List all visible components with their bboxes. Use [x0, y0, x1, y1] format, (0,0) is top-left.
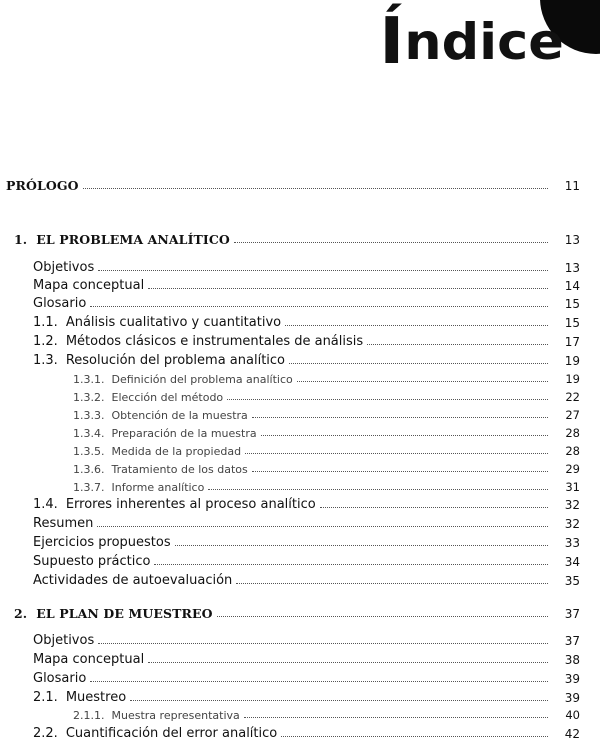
toc-entry[interactable] — [0, 408, 600, 422]
page-title — [379, 5, 564, 79]
toc-leader — [244, 716, 548, 718]
toc-entry[interactable] — [0, 480, 600, 494]
toc-entry-label: 1.3. Resolución del problema analítico — [33, 353, 286, 368]
toc-entry-label: 1.1. Análisis cualitativo y cuantitativo — [33, 315, 282, 330]
toc-page-number: 31 — [565, 480, 580, 494]
toc-entry[interactable] — [0, 296, 600, 311]
toc-entry[interactable] — [0, 690, 600, 705]
toc-entry-label: 1.3.4. Preparación de la muestra — [73, 427, 257, 440]
toc-entry-label: Objetivos — [33, 633, 95, 648]
toc-entry[interactable] — [0, 444, 600, 458]
toc-entry-label: 1.2. Métodos clásicos e instrumentales de análisis — [33, 334, 364, 349]
toc-leader — [130, 699, 548, 701]
toc-entry-label: 1.3.3. Obtención de la muestra — [73, 409, 248, 422]
toc-entry-label: 1.3.6. Tratamiento de los datos — [73, 463, 248, 476]
toc-entry[interactable] — [0, 554, 600, 569]
toc-entry[interactable] — [0, 606, 600, 621]
toc-entry-label: Objetivos — [33, 260, 95, 275]
toc-leader — [227, 398, 548, 400]
toc-entry[interactable] — [0, 353, 600, 368]
toc-entry-label: 1. EL PROBLEMA ANALÍTICO — [14, 232, 230, 247]
title-rest: ndice — [404, 13, 564, 71]
toc-entry[interactable] — [0, 178, 600, 193]
toc-entry[interactable] — [0, 278, 600, 293]
toc-entry[interactable] — [0, 708, 600, 722]
toc-leader — [98, 642, 548, 644]
toc-entry-label: 1.3.5. Medida de la propiedad — [73, 445, 242, 458]
toc-entry[interactable] — [0, 372, 600, 386]
toc-page-number: 32 — [564, 498, 580, 512]
toc-entry-label: Glosario — [33, 296, 87, 311]
toc-page-number: 14 — [564, 279, 580, 293]
toc-entry-label: 2.1.1. Muestra representativa — [73, 709, 240, 722]
toc-entry[interactable] — [0, 726, 600, 741]
toc-entry-label: Glosario — [33, 671, 87, 686]
toc-entry[interactable] — [0, 334, 600, 349]
toc-page-number: 42 — [564, 727, 580, 741]
toc-page-number: 27 — [565, 408, 580, 422]
toc-page-number: 17 — [564, 335, 580, 349]
toc-page-number: 39 — [564, 691, 580, 705]
toc-page-number: 19 — [564, 354, 580, 368]
toc-leader — [252, 416, 548, 418]
toc-leader — [281, 735, 548, 737]
toc-page-number: 11 — [564, 179, 580, 193]
toc-entry[interactable] — [0, 671, 600, 686]
toc-entry-label: Mapa conceptual — [33, 652, 145, 667]
toc-page-number: 34 — [564, 555, 580, 569]
toc-entry[interactable] — [0, 633, 600, 648]
toc-page-number: 37 — [564, 607, 580, 621]
toc-entry[interactable] — [0, 516, 600, 531]
toc-entry[interactable] — [0, 652, 600, 667]
toc-entry[interactable] — [0, 535, 600, 550]
toc-entry-label: 2. EL PLAN DE MUESTREO — [14, 606, 213, 621]
toc-leader — [285, 324, 548, 326]
toc-page-number: 38 — [564, 653, 580, 667]
toc-page-number: 28 — [565, 444, 580, 458]
toc-leader — [83, 187, 548, 189]
toc-leader — [97, 525, 548, 527]
toc-page-number: 19 — [565, 372, 580, 386]
toc-page-number: 40 — [565, 708, 580, 722]
toc-leader — [148, 287, 548, 289]
toc-leader — [289, 362, 548, 364]
toc-entry[interactable] — [0, 390, 600, 404]
toc-leader — [297, 380, 548, 382]
toc-entry[interactable] — [0, 497, 600, 512]
toc-entry-label: 1.3.7. Informe analítico — [73, 481, 205, 494]
toc-leader — [367, 343, 548, 345]
toc-entry-label: 1.3.2. Elección del método — [73, 391, 224, 404]
toc-entry[interactable] — [0, 426, 600, 440]
toc-leader — [261, 434, 548, 436]
toc-leader — [236, 582, 548, 584]
toc-entry-label: Supuesto práctico — [33, 554, 151, 569]
toc-leader — [154, 563, 548, 565]
toc-leader — [90, 305, 548, 307]
toc-entry-label: Actividades de autoevaluación — [33, 573, 233, 588]
toc-entry-label: Ejercicios propuestos — [33, 535, 171, 550]
toc-page-number: 37 — [564, 634, 580, 648]
toc-leader — [98, 269, 548, 271]
toc-page-number: 29 — [565, 462, 580, 476]
toc-page-number: 15 — [564, 297, 580, 311]
title-accent-letter: Í — [379, 5, 405, 79]
toc-entry-label: PRÓLOGO — [6, 178, 79, 193]
toc-leader — [252, 470, 548, 472]
toc-leader — [234, 241, 548, 243]
toc-leader — [208, 488, 548, 490]
toc-page-number: 33 — [564, 536, 580, 550]
toc-page-number: 22 — [565, 390, 580, 404]
toc-entry[interactable] — [0, 573, 600, 588]
toc-entry-label: 2.2. Cuantificación del error analítico — [33, 726, 278, 741]
toc-page-number: 35 — [564, 574, 580, 588]
toc-page-number: 32 — [564, 517, 580, 531]
toc-entry[interactable] — [0, 260, 600, 275]
toc-page-number: 13 — [564, 233, 580, 247]
toc-leader — [245, 452, 548, 454]
toc-entry-label: 1.4. Errores inherentes al proceso analítico — [33, 497, 316, 512]
toc-entry-label: Mapa conceptual — [33, 278, 145, 293]
toc-entry[interactable] — [0, 315, 600, 330]
toc-leader — [175, 544, 548, 546]
toc-entry-label: 2.1. Muestreo — [33, 690, 127, 705]
toc-leader — [148, 661, 548, 663]
toc-leader — [320, 506, 548, 508]
toc-entry-label: Resumen — [33, 516, 94, 531]
toc-entry[interactable] — [0, 462, 600, 476]
toc-leader — [90, 680, 548, 682]
toc-page-number: 39 — [564, 672, 580, 686]
toc-page-number: 28 — [565, 426, 580, 440]
toc-page-number: 13 — [564, 261, 580, 275]
toc-entry[interactable] — [0, 232, 600, 247]
toc-page-number: 15 — [564, 316, 580, 330]
toc-entry-label: 1.3.1. Definición del problema analítico — [73, 373, 293, 386]
toc-leader — [217, 615, 548, 617]
